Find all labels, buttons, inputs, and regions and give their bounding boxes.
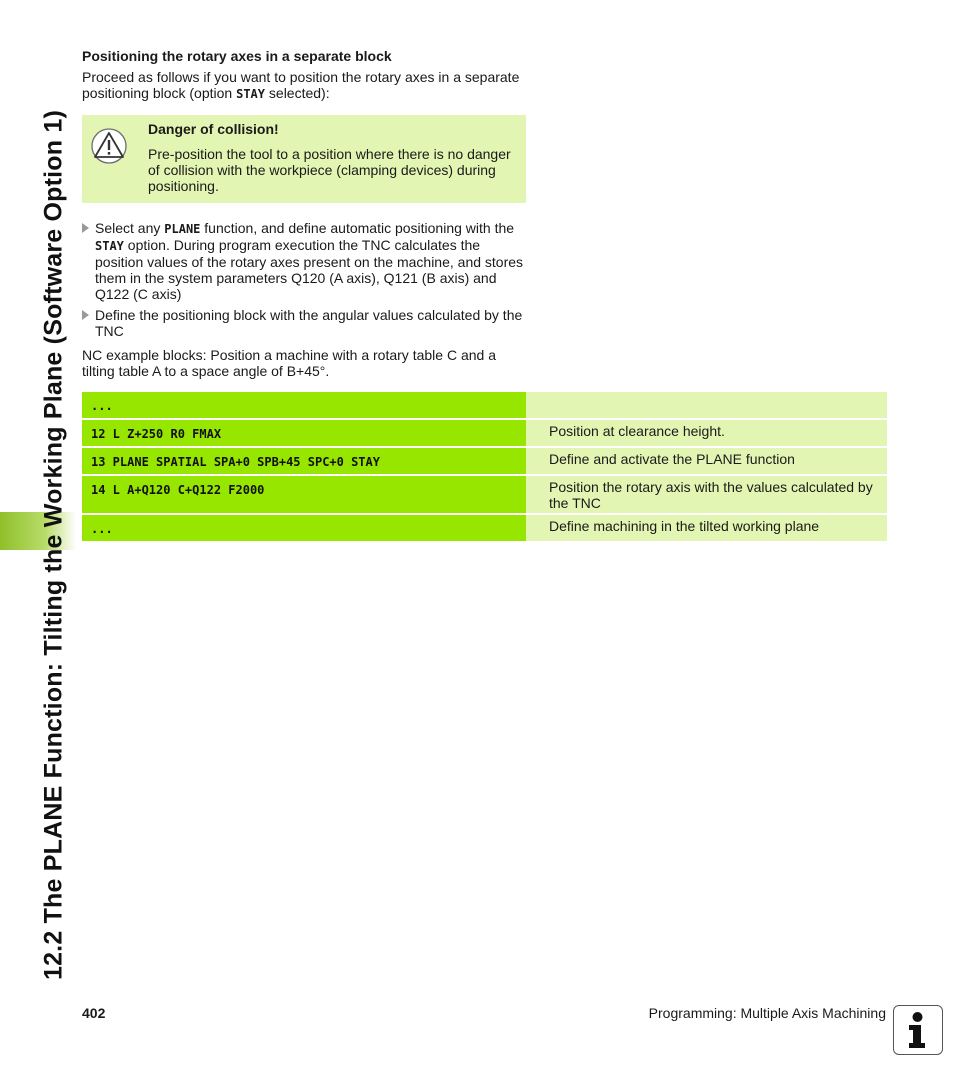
page-number: 402 xyxy=(82,1005,106,1021)
plane-keyword: PLANE xyxy=(164,222,201,236)
table-row xyxy=(82,392,887,418)
triangle-bullet-icon xyxy=(82,223,89,233)
side-chapter-title: 12.2 The PLANE Function: Tilting the Working Plane (Software Option 1) xyxy=(39,109,68,981)
instruction-steps xyxy=(82,220,526,344)
nc-desc-cell: Define machining in the tilted working plane xyxy=(526,515,887,541)
section-title: Positioning the rotary axes in a separate block xyxy=(82,48,392,64)
step-text: function, and define automatic positioning with the xyxy=(200,220,515,236)
table-row xyxy=(82,515,887,541)
nc-code-cell: 14 L A+Q120 C+Q122 F2000 xyxy=(82,476,526,513)
collision-warning-box xyxy=(82,115,526,203)
nc-code-cell: ... xyxy=(82,515,526,541)
step-item xyxy=(82,307,526,339)
intro-text: Proceed as follows if you want to position the rotary axes in a separate positioning block (option xyxy=(82,69,520,101)
footer-chapter-title: Programming: Multiple Axis Machining xyxy=(648,1005,886,1021)
step-text: Define the positioning block with the angular values calculated by the TNC xyxy=(95,307,523,339)
intro-text-end: selected): xyxy=(265,85,330,101)
nc-desc-cell xyxy=(526,392,887,418)
warning-text: Pre-position the tool to a position where there is no danger of collision with the workpiece (clamping devices) during positioning. xyxy=(148,146,511,194)
section-intro xyxy=(82,48,526,102)
info-glyph-icon xyxy=(894,1006,941,1053)
nc-desc-cell: Position the rotary axis with the values calculated by the TNC xyxy=(526,476,887,513)
warning-title: Danger of collision! xyxy=(148,121,279,137)
info-icon xyxy=(893,1005,943,1055)
stay-keyword: STAY xyxy=(236,87,266,101)
table-row xyxy=(82,448,887,474)
stay-keyword: STAY xyxy=(95,239,124,253)
nc-example-table xyxy=(82,392,887,543)
example-intro: NC example blocks: Position a machine with a rotary table C and a tilting table A to a space angle of B+45°. xyxy=(82,347,496,379)
nc-code-cell: 12 L Z+250 R0 FMAX xyxy=(82,420,526,446)
table-row xyxy=(82,476,887,513)
step-item xyxy=(82,220,526,302)
nc-code-cell: 13 PLANE SPATIAL SPA+0 SPB+45 SPC+0 STAY xyxy=(82,448,526,474)
step-text: Select any xyxy=(95,220,165,236)
nc-code-cell: ... xyxy=(82,392,526,418)
table-row xyxy=(82,420,887,446)
intro-paragraph xyxy=(82,69,526,102)
triangle-bullet-icon xyxy=(82,310,89,320)
nc-desc-cell: Position at clearance height. xyxy=(526,420,887,446)
warning-triangle-icon xyxy=(91,128,127,164)
nc-desc-cell: Define and activate the PLANE function xyxy=(526,448,887,474)
step-text: option. During program execution the TNC calculates the position values of the rotary axes present on the machine, and stores them in the system parameters Q120 (A axis), Q121 (B axis) and Q122 (C axis) xyxy=(95,237,524,302)
